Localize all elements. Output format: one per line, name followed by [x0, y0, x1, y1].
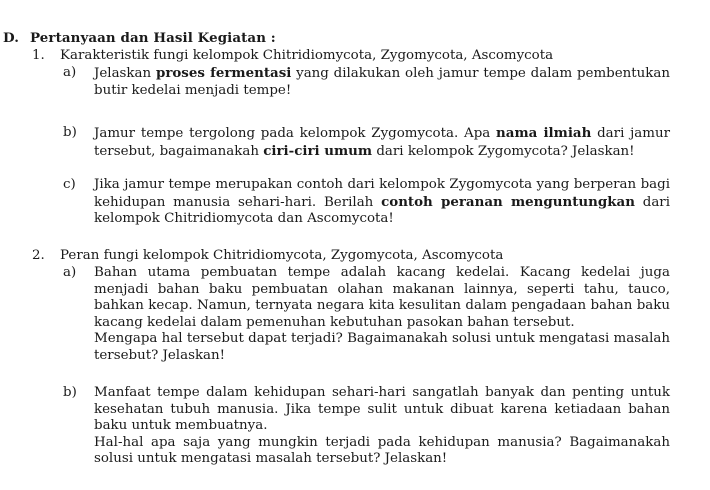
question-1a	[63, 65, 670, 99]
question-2a-text	[94, 265, 670, 365]
section-letter: D.	[3, 30, 19, 46]
section-title: Pertanyaan dan Hasil Kegiatan :	[30, 30, 276, 46]
question-2-title: Peran fungi kelompok Chitridiomycota, Zygomycota, Ascomycota	[60, 248, 504, 263]
question-1a-text: Jelaskan proses fermentasi yang dilakukan oleh jamur tempe dalam pembentukan butir kedelai menjadi tempe!	[94, 65, 670, 98]
question-1b	[63, 125, 670, 160]
question-1-number: 1.	[32, 48, 45, 63]
question-1b-text: Jamur tempe tergolong pada kelompok Zygomycota. Apa nama ilmiah dari jamur tersebut, bagaimanakah ciri-ciri umum dari kelompok Zygomycota? Jelaskan!	[94, 125, 670, 159]
question-2-number: 2.	[32, 248, 45, 263]
question-2b-label: b)	[63, 385, 77, 400]
emphasis: nama ilmiah	[496, 125, 592, 141]
question-1b-label: b)	[63, 125, 77, 140]
question-1a-label: a)	[63, 65, 77, 80]
section-heading	[3, 30, 276, 47]
question-2a-paragraph-2: Mengapa hal tersebut dapat terjadi? Bagaimanakah solusi untuk mengatasi masalah tersebut? Jelaskan!	[94, 331, 670, 363]
emphasis: contoh peranan menguntungkan	[381, 193, 635, 210]
question-2a-paragraph-1: Bahan utama pembuatan tempe adalah kacang kedelai. Kacang kedelai juga menjadi bahan baku pembuatan olahan makanan lainnya, seperti tahu, tauco, bahkan kecap. Namun, ternyata negara kita kesulitan dalam pengadaan bahan baku kacang kedelai dalam pemenuhan kebutuhan pasokan bahan tersebut.	[94, 265, 670, 330]
question-1c-label: c)	[63, 177, 76, 192]
question-1c	[63, 177, 670, 228]
question-2a-label: a)	[63, 265, 77, 280]
question-2b	[63, 385, 670, 468]
emphasis: proses fermentasi	[155, 65, 292, 81]
question-2b-paragraph-2: Hal-hal apa saja yang mungkin terjadi pada kehidupan manusia? Bagaimanakah solusi untuk mengatasi masalah tersebut? Jelaskan!	[94, 434, 670, 467]
emphasis: ciri-ciri umum	[263, 142, 373, 159]
question-1c-text: Jika jamur tempe merupakan contoh dari kelompok Zygomycota yang berperan bagi kehidupan manusia sehari-hari. Berilah contoh peranan menguntungkan dari kelompok Chitridiomycota dan Ascomycota!	[94, 177, 670, 227]
question-1-title: Karakteristik fungi kelompok Chitridiomycota, Zygomycota, Ascomycota	[60, 48, 554, 63]
question-2b-paragraph-1: Manfaat tempe dalam kehidupan sehari-hari sangatlah banyak dan penting untuk kesehatan tubuh manusia. Jika tempe sulit untuk dibuat karena ketiadaan bahan baku untuk membuatnya.	[94, 385, 670, 434]
question-2a	[63, 265, 670, 365]
question-2b-text	[94, 385, 670, 468]
